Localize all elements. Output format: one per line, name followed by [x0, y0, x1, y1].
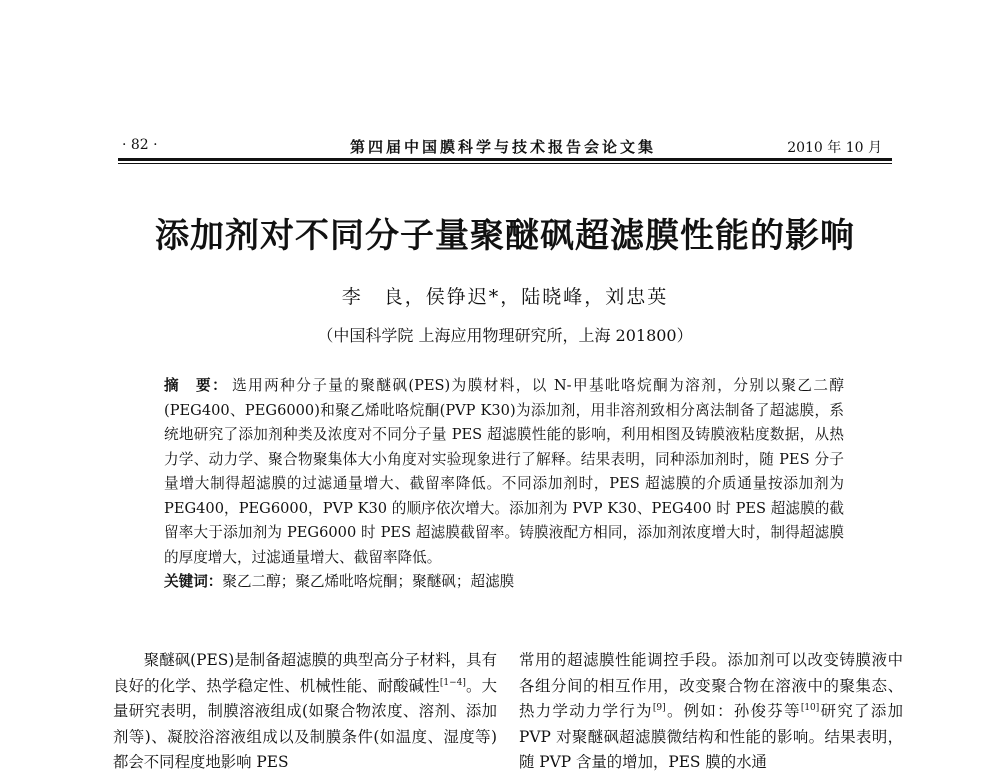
- abstract-text: 选用两种分子量的聚醚砜(PES)为膜材料，以 N-甲基吡咯烷酮为溶剂，分别以聚乙二醇(PEG400、PEG6000)和聚乙烯吡咯烷酮(PVP K30)为添加剂，用非溶剂致相分离法制备了超滤膜，系统地研究了添加剂种类及浓度对不同分子量 PES 超滤膜性能的影响，利用相图及铸膜液粘度数据，从热力学、动力学、聚合物聚集体大小角度对实验现象进行了解释。结果表明，同种添加剂时，随 PES 分子量增大制得超滤膜的过滤通量增大、截留率降低。不同添加剂时，PES 超滤膜的介质通量按添加剂为 PEG400，PEG6000，PVP K30 的顺序依次增大。添加剂为 PVP K30、PEG400 时 PES 超滤膜的截留率大于添加剂为 PEG6000 时 PES 超滤膜截留率。铸膜液配方相同，添加剂浓度增大时，制得超滤膜的厚度增大，过滤通量增大、截留率降低。: [164, 377, 844, 566]
- body-right-text-1: 常用的超滤膜性能调控手段。添加剂可以改变铸膜液中各组分间的相互作用，改变聚合物在溶液中的聚集态、热力学动力学行为: [519, 651, 903, 720]
- citation: [10]: [800, 703, 820, 713]
- keywords-label: 关键词：: [164, 573, 223, 590]
- author-list: 李 良，侯铮迟*，陆晓峰，刘忠英: [341, 286, 669, 308]
- keywords-text: 聚乙二醇；聚乙烯吡咯烷酮；聚醚砜；超滤膜: [222, 573, 515, 590]
- publication-date: 2010 年 10 月: [787, 140, 882, 156]
- page-number: · 82 ·: [122, 137, 158, 153]
- header-rule-thin: [118, 163, 892, 164]
- body-column-left: [113, 648, 497, 776]
- paper-title: 添加剂对不同分子量聚醚砜超滤膜性能的影响: [155, 216, 855, 256]
- abstract-label: 摘 要：: [164, 377, 229, 394]
- body-column-right: [519, 648, 903, 776]
- body-left-text-1: 聚醚砜(PES)是制备超滤膜的典型高分子材料，具有良好的化学、热学稳定性、机械性能、耐酸碱性: [113, 651, 497, 695]
- body-right-text-3: 研究了添加 PVP 对聚醚砜超滤膜微结构和性能的影响。结果表明，随 PVP 含量的增加，PES 膜的水通: [519, 702, 903, 771]
- body-left-text-2: 。大量研究表明，制膜溶液组成(如聚合物浓度、溶剂、添加剂等)、凝胶浴溶液组成以及制膜条件(如温度、湿度等)都会不同程度地影响 PES: [113, 676, 497, 771]
- affiliation: （中国科学院 上海应用物理研究所，上海 201800）: [317, 326, 693, 345]
- running-header: [118, 133, 888, 159]
- proceedings-title: 第四届中国膜科学与技术报告会论文集: [350, 138, 657, 156]
- citation: [1−4]: [439, 677, 466, 688]
- citation: [9]: [652, 703, 666, 713]
- abstract: [164, 374, 844, 595]
- keywords: [164, 570, 844, 595]
- body-right-text-2: 。例如：孙俊芬等: [665, 702, 801, 720]
- header-rule-thick: [118, 158, 892, 161]
